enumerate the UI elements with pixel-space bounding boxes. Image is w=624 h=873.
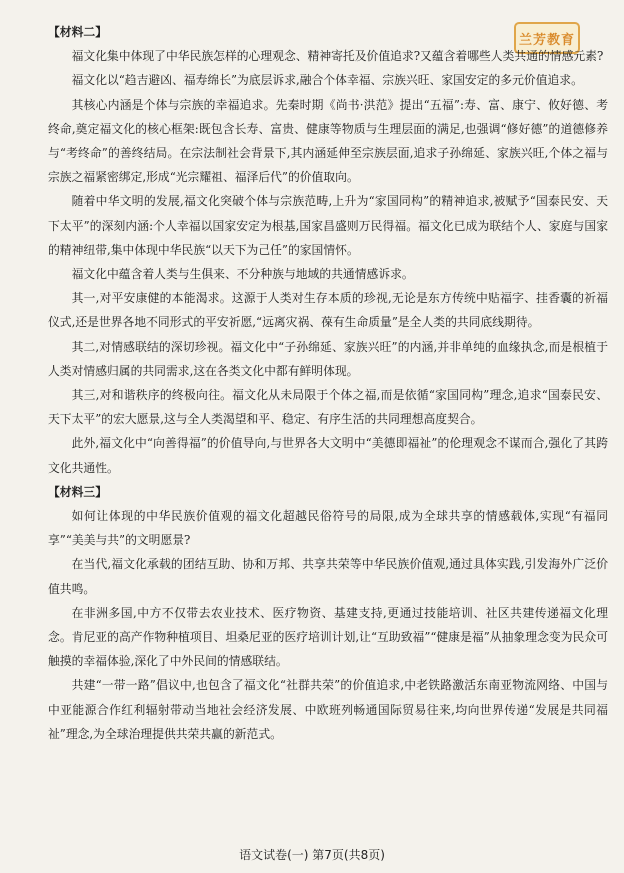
passage-content	[48, 20, 608, 746]
material3-paragraph: 如何让体现的中华民族价值观的福文化超越民俗符号的局限,成为全球共享的情感载体,实现“有福同享”“美美与共”的文明愿景?	[48, 509, 608, 548]
material2-paragraph: 其一,对平安康健的本能渴求。这源于人类对生存本质的珍视,无论是东方传统中贴福字、挂香囊的祈福仪式,还是世界各地不同形式的平安祈愿,“远离灾祸、葆有生命质量”是全人类的共同底线期待。	[48, 291, 608, 330]
material3-paragraph: 在当代,福文化承载的团结互助、协和万邦、共享共荣等中华民族价值观,通过具体实践,引发海外广泛价值共鸣。	[48, 557, 608, 596]
material2-paragraph: 其二,对情感联结的深切珍视。福文化中“子孙绵延、家族兴旺”的内涵,并非单纯的血缘执念,而是根植于人类对情感归属的共同需求,这在各类文化中都有鲜明体现。	[48, 339, 608, 378]
material2-paragraph: 随着中华文明的发展,福文化突破个体与宗族范畴,上升为“家国同构”的精神追求,被赋予“国泰民安、天下太平”的深刻内涵:个人幸福以国家安定为根基,国家昌盛则万民得福。福文化已成为联结个人、家庭与国家的精神纽带,集中体现中华民族“以天下为己任”的家国情怀。	[48, 194, 608, 257]
material3-paragraph: 共建“一带一路”倡议中,也包含了福文化“社群共荣”的价值追求,中老铁路激活东南亚物流网络、中国与中亚能源合作红利辐射带动当地社会经济发展、中欧班列畅通国际贸易往来,均向世界传递“发展是共同福祉”理念,为全球治理提供共荣共赢的新范式。	[48, 678, 608, 741]
material2-paragraph: 此外,福文化中“向善得福”的价值导向,与世界各大文明中“美德即福祉”的伦理观念不谋而合,强化了其跨文化共通性。	[48, 436, 608, 475]
material2-paragraph: 福文化以“趋吉避凶、福寿绵长”为底层诉求,融合个体幸福、宗族兴旺、家国安定的多元价值追求。	[71, 73, 583, 88]
material3-paragraph: 在非洲多国,中方不仅带去农业技术、医疗物资、基建支持,更通过技能培训、社区共建传递福文化理念。肯尼亚的高产作物种植项目、坦桑尼亚的医疗培训计划,让“互助致福”“健康是福”从抽象理念变为民众可触摸的幸福体验,深化了中外民间的情感联结。	[48, 605, 608, 669]
material2-paragraph: 其核心内涵是个体与宗族的幸福追求。先秦时期《尚书·洪范》提出“五福”:寿、富、康宁、攸好德、考终命,奠定福文化的核心框架:既包含长寿、富贵、健康等物质与生理层面的满足,也强调“修好德”的道德修养与“考终命”的善终结局。在宗法制社会背景下,其内涵延伸至宗族层面,追求子孙绵延、家族兴旺,个体之福与宗族之福紧密绑定,形成“光宗耀祖、福泽后代”的价值取向。	[48, 97, 608, 185]
material2-heading: 【材料二】	[48, 25, 107, 39]
material2-paragraph: 福文化集中体现了中华民族怎样的心理观念、精神寄托及价值追求?又蕴含着哪些人类共通的情感元素?	[71, 49, 604, 64]
material2-paragraph: 其三,对和谐秩序的终极向往。福文化从未局限于个体之福,而是依循“家国同构”理念,追求“国泰民安、天下太平”的宏大愿景,这与全人类渴望和平、稳定、有序生活的共同理想高度契合。	[48, 388, 608, 427]
material3-heading: 【材料三】	[48, 484, 107, 499]
watermark-text: 兰芳教育	[518, 32, 575, 48]
material2-paragraph: 福文化中蕴含着人类与生俱来、不分种族与地域的共通情感诉求。	[71, 267, 414, 282]
page-footer: 语文试卷(一) 第7页(共8页)	[239, 848, 385, 862]
